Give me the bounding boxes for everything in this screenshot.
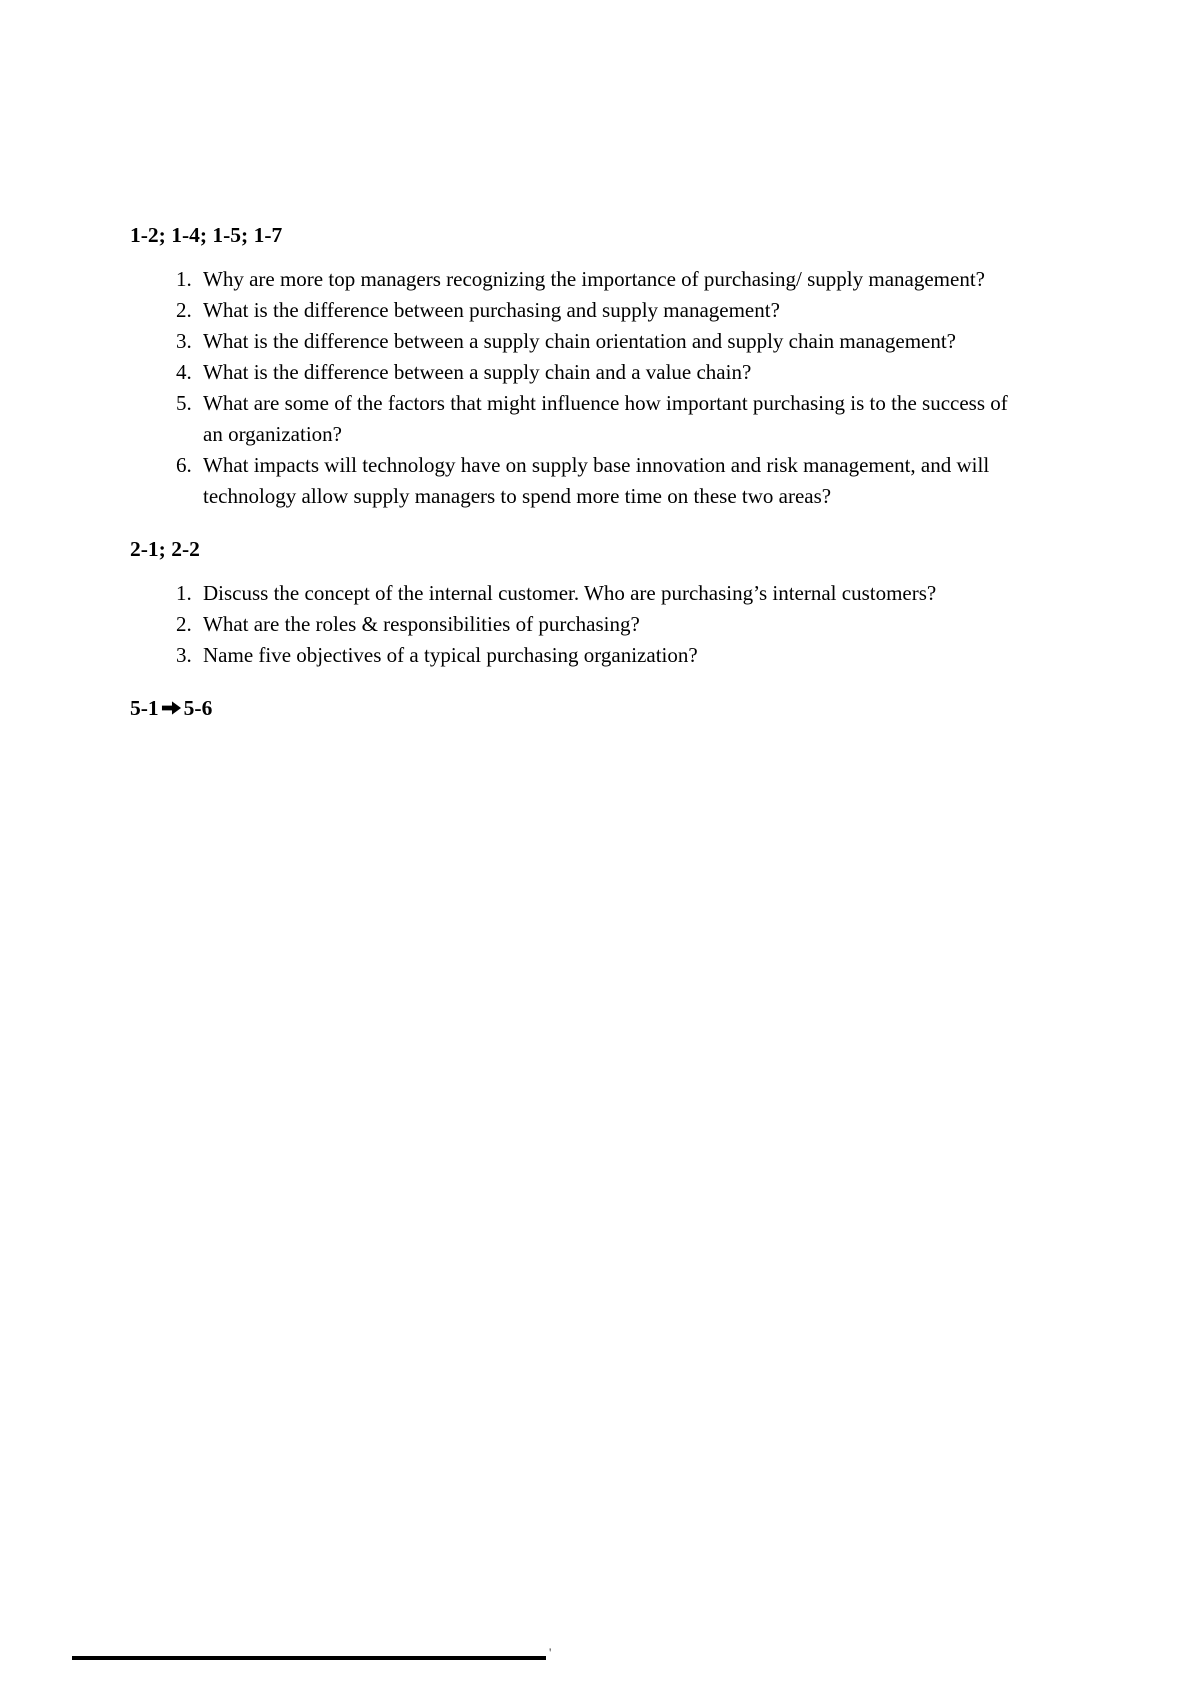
section-2 (130, 536, 1031, 671)
section-3 (130, 695, 1031, 721)
question-item: 3. What is the difference between a supply chain orientation and supply chain management? (197, 326, 1031, 357)
question-item: 1. Why are more top managers recognizing the importance of purchasing/ supply management? (197, 264, 1031, 295)
section-heading (130, 695, 1031, 721)
question-list (130, 578, 1031, 671)
document-content (0, 0, 1191, 721)
section-heading: 1-2; 1-4; 1-5; 1-7 (130, 223, 283, 247)
right-arrow-icon (161, 700, 182, 716)
section-1 (130, 222, 1031, 512)
question-item: 3. Name five objectives of a typical purchasing organization? (197, 640, 1031, 671)
question-item: 2. What are the roles & responsibilities of purchasing? (197, 609, 1031, 640)
question-item: 5. What are some of the factors that might influence how important purchasing is to the success of an organization? (197, 388, 1031, 450)
question-item: 4. What is the difference between a supply chain and a value chain? (197, 357, 1031, 388)
question-list (130, 264, 1031, 512)
heading-prefix: 5-1 (130, 696, 159, 720)
question-item: 6. What impacts will technology have on supply base innovation and risk management, and will technology allow supply managers to spend more time on these two areas? (197, 450, 1031, 512)
heading-suffix: 5-6 (183, 696, 213, 720)
question-item: 1. Discuss the concept of the internal customer. Who are purchasing’s internal customers? (197, 578, 1031, 609)
question-item: 2. What is the difference between purchasing and supply management? (197, 295, 1031, 326)
footnote-mark: ' (549, 1645, 552, 1660)
footnote-separator (72, 1656, 546, 1660)
section-heading: 2-1; 2-2 (130, 537, 200, 561)
